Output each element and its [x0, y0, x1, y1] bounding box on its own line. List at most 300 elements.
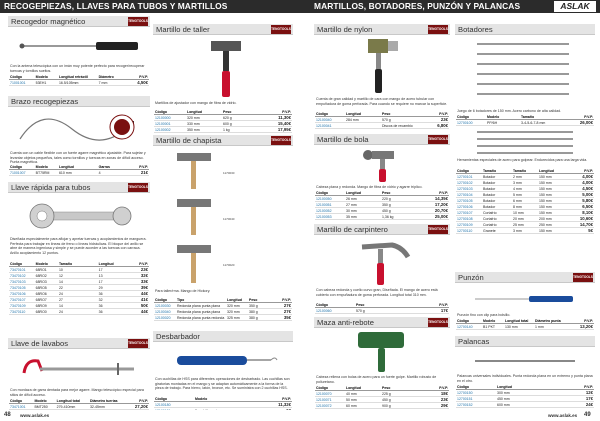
table-cell: 150 mm: [538, 210, 566, 216]
table-cell: 150 mm: [538, 174, 566, 180]
section-title: Desbarbador: [156, 332, 200, 341]
table-cell: Redonda plana punta redonda: [177, 315, 225, 320]
price-table: [9, 399, 149, 410]
column-header: Código: [154, 110, 186, 115]
product-code: 71001007: [9, 170, 35, 176]
column-header: P.V.P.: [566, 169, 594, 174]
price-cell: 50€: [123, 303, 149, 309]
product-code: 12700100: [456, 120, 486, 126]
column-header: P.V.P.: [419, 112, 449, 117]
image-caption: 1170030: [223, 171, 235, 175]
table-cell: 68RO3: [35, 279, 58, 285]
section-description: Herramientas especiales de acero para golpear. Endurecidos para una larga vida.: [457, 158, 588, 162]
column-header: Modelo: [33, 399, 55, 404]
column-header: Código: [315, 386, 345, 391]
table-cell: 225 g: [381, 391, 419, 397]
product-code: 12100071: [315, 397, 345, 403]
price-cell: 27€: [270, 303, 292, 309]
section-header: [455, 272, 595, 283]
product-code: 12100180: [154, 402, 194, 408]
section-llave-rapida: [8, 182, 150, 330]
table-cell: 1 kg: [222, 127, 256, 133]
table-cell: 350 mm: [186, 127, 222, 133]
column-header: Código: [315, 112, 345, 117]
right-page-title: MARTILLOS, BOTADORES, PUNZÓN Y PALANCAS: [314, 1, 521, 11]
price-cell: 23€: [419, 397, 449, 403]
column-header: P.V.P.: [419, 386, 449, 391]
section-brazo: [8, 96, 150, 176]
column-header: Longitud total: [56, 399, 89, 404]
table-cell: 300 mm: [496, 390, 548, 396]
price-cell: 14,70€: [566, 222, 594, 228]
table-cell: 5 mm: [512, 192, 538, 198]
product-code: 12700101: [456, 174, 482, 180]
column-header: Diámetro punta: [534, 319, 566, 324]
section-header: [153, 135, 293, 146]
table-cell: 150 mm: [538, 180, 566, 186]
column-header: Modelo: [194, 397, 254, 402]
table-row: [315, 123, 449, 129]
table-cell: 450 mm: [496, 396, 548, 402]
price-table: [9, 262, 149, 315]
product-code: 73470101: [9, 267, 35, 273]
brand-logo: [554, 1, 596, 12]
table-cell: BMT250: [33, 404, 55, 410]
magnetic-pickup-image: [16, 30, 142, 62]
brand-badge: TENGTOOLS: [128, 183, 148, 192]
section-title: Punzón: [458, 273, 484, 282]
section-header: [8, 338, 150, 349]
table-cell: 200 mm: [538, 216, 566, 222]
table-cell: Botador: [482, 174, 512, 180]
flare-nut-wrench-image: [18, 196, 140, 234]
section-title: Recogedor magnético: [11, 17, 86, 26]
section-description: Juego de 6 botadores de 150 mm. Acero carbono de alta calidad.: [457, 109, 562, 113]
price-table: [154, 110, 292, 133]
section-maza-anti-rebote: [314, 317, 450, 411]
table-row: [9, 170, 149, 176]
brand-badge: TENGTOOLS: [128, 339, 148, 348]
table-cell: 68RO2: [35, 273, 58, 279]
product-code: 12100070: [315, 391, 345, 397]
brand-badge: TENGTOOLS: [271, 25, 291, 34]
table-cell: 68RO5: [35, 285, 58, 291]
price-table: [456, 319, 594, 330]
table-cell: Granete: [482, 228, 512, 234]
table-row: [9, 404, 149, 410]
column-header: Código: [9, 399, 33, 404]
table-cell: 20 mm: [512, 216, 538, 222]
price-table: [315, 303, 449, 314]
column-header: P.V.P.: [405, 303, 449, 308]
table-cell: 130 mm: [504, 324, 534, 330]
column-header: Modelo: [35, 165, 58, 170]
section-header: [314, 134, 450, 145]
table-cell: 450 g: [381, 397, 419, 403]
price-cell: 14,35€: [419, 196, 449, 202]
section-description: Cabeza plana y redonda. Mango de fibra de vidrio y agarre tríplico.: [316, 185, 423, 189]
footer-url-left[interactable]: www.aslak.es: [20, 413, 50, 418]
table-cell: Cortafrío: [482, 210, 512, 216]
table-cell: 250 mm: [538, 222, 566, 228]
table-cell: 68RO0: [35, 309, 58, 315]
table-cell: 7 mm: [98, 80, 124, 86]
table-cell: 27: [58, 297, 98, 303]
table-row: [9, 80, 149, 86]
column-header: Tamaño: [520, 115, 564, 120]
table-cell: 68RO6: [35, 291, 58, 297]
table-cell: 68RO9: [35, 303, 58, 309]
table-cell: Cortafrío: [482, 216, 512, 222]
price-cell: 33€: [123, 279, 149, 285]
column-header: Código: [9, 165, 35, 170]
section-description: Con cuchillas de HSS para diferentes operaciones de desbarbado. Las cuchillas son giratorias montadas en el mango y se adaptan automáticamente a la forma de la pieza de trabajo. Para hierro, latón, bronce, etc. Se suministra con 2 cuchillas HSS.: [155, 377, 290, 391]
column-header: Longitud total: [504, 319, 534, 324]
table-cell: 60 mm: [345, 403, 381, 409]
section-title: Martillo de chapista: [156, 136, 222, 145]
pry-bar-image: [469, 349, 581, 373]
column-header: Longitud: [538, 169, 566, 174]
column-header: Tipo: [176, 298, 226, 303]
table-cell: 16.5/105mm: [58, 80, 98, 86]
image-caption: 1170040: [223, 217, 235, 221]
price-cell: 27€: [270, 309, 292, 315]
column-1: [8, 16, 150, 411]
table-cell: 380 g: [248, 309, 270, 315]
workshop-hammer-image: [163, 37, 283, 99]
section-description: Para taller/rma. Mango de Hickory.: [155, 289, 211, 293]
price-cell: 17,20€: [419, 202, 449, 208]
price-cell: 44€: [123, 309, 149, 315]
section-punzon: [455, 272, 595, 332]
section-desbarbador: [153, 331, 293, 411]
section-description: Palancas universales individuales. Punta redonda plana en un extremo y punta plana en el otro.: [457, 374, 593, 383]
product-code: 12700105: [456, 198, 482, 204]
price-cell: 41€: [123, 297, 149, 303]
column-header: Longitud: [345, 112, 381, 117]
column-header: Modelo: [482, 319, 504, 324]
scriber-image: [469, 285, 581, 313]
table-cell: 25 mm: [512, 222, 538, 228]
product-code: 12700107: [456, 210, 482, 216]
section-header: [8, 182, 150, 193]
price-table: [456, 115, 594, 126]
product-code: 12100051: [315, 202, 345, 208]
section-llave-lavabos: [8, 338, 150, 411]
table-cell: 36: [98, 303, 124, 309]
column-header: Longitud: [58, 165, 98, 170]
price-cell: 4,00€: [566, 174, 594, 180]
column-header: Código: [315, 191, 345, 196]
table-cell: 32: [98, 297, 124, 303]
table-cell: 450 g: [381, 208, 419, 214]
table-cell: 26 mm: [345, 196, 381, 202]
table-cell: 68RO1: [35, 267, 58, 273]
table-row: [456, 402, 594, 408]
product-code: 12100060: [315, 308, 355, 314]
product-code: 12100040: [315, 117, 345, 123]
column-header: Peso: [248, 298, 270, 303]
column-header: Peso: [381, 112, 419, 117]
column-header: Código: [456, 115, 486, 120]
footer: [0, 410, 600, 421]
table-cell: 325 mm: [226, 315, 248, 321]
column-header: P.V.P.: [419, 191, 449, 196]
column-header: Tamaño: [512, 169, 538, 174]
section-martillo-taller: [153, 24, 293, 132]
section-header: [455, 24, 595, 35]
product-code: 12700109: [456, 222, 482, 228]
brand-badge: TENGTOOLS: [428, 318, 448, 327]
section-title: Martillo de bola: [317, 135, 369, 144]
column-4: [455, 16, 595, 411]
price-cell: 17,95€: [256, 127, 292, 133]
column-header: Peso: [381, 386, 419, 391]
section-martillo-bola: [314, 134, 450, 218]
price-cell: 29€: [419, 403, 449, 409]
page-number-right: 49: [584, 412, 591, 418]
price-cell: 35€: [270, 315, 292, 321]
price-table: [315, 112, 449, 129]
column-header: P.V.P.: [123, 165, 149, 170]
table-cell: 14: [58, 303, 98, 309]
product-code: 12100001: [154, 121, 186, 127]
table-cell: 380 g: [248, 315, 270, 321]
column-header: Código: [456, 169, 482, 174]
section-header: [8, 16, 150, 27]
punch-set-image: [469, 38, 581, 108]
table-row: [456, 228, 594, 234]
column-header: P.V.P.: [270, 298, 292, 303]
column-header: P.V.P.: [123, 75, 149, 80]
table-cell: 600 g: [222, 121, 256, 127]
product-code: 12100002: [154, 127, 186, 133]
product-code: 12700106: [456, 204, 482, 210]
product-code: 73470106: [9, 291, 35, 297]
brand-badge: TENGTOOLS: [428, 225, 448, 234]
section-title: Brazo recogepiezas: [11, 97, 79, 106]
product-code: 73470110: [9, 309, 35, 315]
column-header: P.V.P.: [548, 385, 594, 390]
column-header: P.V.P.: [566, 319, 594, 324]
table-cell: B1 PKT: [482, 324, 504, 330]
section-title: Martillo de taller: [156, 25, 210, 34]
table-cell: 17: [98, 279, 124, 285]
section-header: [314, 317, 450, 328]
price-cell: 5,00€: [566, 192, 594, 198]
table-cell: Botador: [482, 198, 512, 204]
column-header: Longitud retráctil: [58, 75, 98, 80]
column-header: P.V.P.: [125, 399, 149, 404]
column-header: Longitud: [226, 298, 248, 303]
table-cell: 279-410mm: [56, 404, 89, 410]
table-cell: 17: [98, 267, 124, 273]
section-botadores: [455, 24, 595, 234]
table-row: [315, 214, 449, 220]
table-cell: Botador: [482, 186, 512, 192]
column-header: Código: [9, 75, 35, 80]
table-cell: 1 mm: [534, 324, 566, 330]
table-cell: 10 mm: [512, 210, 538, 216]
price-cell: 23€: [419, 117, 449, 123]
column-header: Peso: [355, 303, 405, 308]
price-cell: 4,50€: [566, 186, 594, 192]
page-number-left: 48: [4, 412, 11, 418]
product-code: 12700150: [456, 390, 496, 396]
column-header: Garras: [98, 165, 124, 170]
table-cell: 320 mm: [186, 115, 222, 121]
section-header: [153, 331, 293, 342]
section-description: Con mordaza de garra dentada para mejor agarre. Mango telescópico especial para sitios de difícil acceso.: [10, 388, 144, 397]
price-cell: 4,50€: [123, 80, 149, 86]
price-cell: 5,80€: [566, 198, 594, 204]
price-table: [315, 191, 449, 220]
table-cell: 570 g: [355, 308, 405, 314]
table-cell: 3 mm: [512, 228, 538, 234]
price-cell: 21€: [123, 170, 149, 176]
price-cell: 25,00€: [419, 214, 449, 220]
table-cell: 24: [58, 309, 98, 315]
section-title: Botadores: [458, 25, 493, 34]
column-header: P.V.P.: [564, 115, 594, 120]
table-cell: 4 mm: [512, 186, 538, 192]
table-cell: 68RO7: [35, 297, 58, 303]
product-code: 73470102: [9, 273, 35, 279]
table-cell: 2 mm: [512, 174, 538, 180]
footer-url-right[interactable]: www.aslak.es: [548, 413, 578, 418]
price-cell: 24€: [548, 402, 594, 408]
brand-badge: TENGTOOLS: [428, 25, 448, 34]
price-cell: 6,80€: [419, 123, 449, 129]
section-title: Maza anti-rebote: [317, 318, 374, 327]
section-header: [314, 24, 450, 35]
table-cell: 6 mm: [512, 198, 538, 204]
section-header: [8, 96, 150, 107]
table-cell: Botador: [482, 204, 512, 210]
section-martillo-nylon: [314, 24, 450, 129]
brand-badge: TENGTOOLS: [428, 135, 448, 144]
price-cell: 39€: [123, 285, 149, 291]
section-martillo-carpintero: [314, 224, 450, 312]
table-cell: [345, 123, 381, 129]
table-cell: Discos de recambio: [381, 123, 419, 129]
table-cell: 22: [58, 285, 98, 291]
column-header: Diámetro tuerías: [89, 399, 125, 404]
price-table: [9, 75, 149, 86]
table-cell: 620 g: [222, 115, 256, 121]
table-cell: 36: [98, 309, 124, 315]
product-code: 12100052: [315, 208, 345, 214]
column-header: P.V.P.: [123, 262, 149, 267]
table-cell: 4: [98, 170, 124, 176]
table-cell: 10: [58, 267, 98, 273]
product-code: 12700140: [456, 324, 482, 330]
price-cell: 17€: [548, 396, 594, 402]
table-cell: 150 mm: [538, 192, 566, 198]
product-code: 12700151: [456, 396, 496, 402]
price-cell: 11,32€: [254, 402, 292, 408]
table-cell: 220 g: [381, 196, 419, 202]
product-code: 12100050: [315, 196, 345, 202]
price-cell: 15,40€: [256, 121, 292, 127]
product-code: 12100000: [154, 115, 186, 121]
table-cell: 150 mm: [538, 204, 566, 210]
section-martillo-chapista: [153, 135, 293, 325]
section-description: Cabeza rellena con bolas de acero para un fuerte golpe. Martillo robusto de poliuretano.: [316, 375, 437, 384]
column-2: [153, 16, 293, 411]
price-cell: 12€: [548, 390, 594, 396]
section-description: Con la antena telescópica con un imán muy potente perfecto para recoger/recuperar tuercas y tornillos sueltos.: [10, 64, 145, 73]
product-code: 12700108: [456, 216, 482, 222]
column-3: [314, 16, 450, 411]
brand-badge: TENGTOOLS: [271, 136, 291, 145]
section-description: Punzón fino con clip para bolsillo.: [457, 313, 511, 317]
table-cell: Botador: [482, 180, 512, 186]
table-cell: 320 mm: [226, 309, 248, 315]
price-cell: 11,30€: [256, 115, 292, 121]
column-header: Peso: [381, 191, 419, 196]
table-cell: 330 mm: [186, 121, 222, 127]
product-code: 12100053: [315, 214, 345, 220]
table-cell: 150 mm: [538, 186, 566, 192]
price-cell: 13,20€: [566, 324, 594, 330]
price-cell: 17€: [405, 308, 449, 314]
price-cell: 18€: [419, 391, 449, 397]
nylon-hammer-image: [322, 37, 442, 95]
table-cell: 570 g: [381, 117, 419, 123]
table-cell: 3-4-5-6-7-8 mm: [520, 120, 564, 126]
table-row: [456, 324, 594, 330]
column-header: Código: [456, 319, 482, 324]
product-code: 12700110: [456, 228, 482, 234]
basin-wrench-image: [18, 351, 140, 387]
table-cell: 350 g: [381, 202, 419, 208]
table-row: [9, 309, 149, 315]
column-header: P.V.P.: [256, 110, 292, 115]
flexible-pickup-image: [12, 109, 148, 149]
column-header: Código: [154, 298, 176, 303]
product-code: 12700103: [456, 186, 482, 192]
table-cell: 320 mm: [226, 303, 248, 309]
dead-blow-mallet-image: [322, 330, 442, 374]
product-code: 12100072: [315, 403, 345, 409]
table-cell: 610 mm: [58, 170, 98, 176]
brand-logo-text: ASLAK: [560, 1, 590, 11]
table-cell: Cortafrío: [482, 222, 512, 228]
section-title: Palancas: [458, 337, 490, 346]
price-cell: 26,00€: [564, 120, 594, 126]
product-code: 12700152: [456, 402, 496, 408]
table-cell: 14: [58, 279, 98, 285]
column-header: Longitud: [186, 110, 222, 115]
table-cell: 150 mm: [538, 228, 566, 234]
price-cell: 23€: [123, 267, 149, 273]
table-cell: 13: [98, 273, 124, 279]
deburring-tool-image: [167, 344, 279, 376]
table-cell: 50 mm: [345, 397, 381, 403]
product-code: 12700104: [456, 192, 482, 198]
column-header: Código: [315, 303, 355, 308]
top-bar: [0, 0, 600, 13]
column-header: Código: [154, 397, 194, 402]
table-cell: 12: [58, 273, 98, 279]
product-code: 73471001: [9, 404, 33, 410]
claw-hammer-image: [322, 237, 442, 287]
price-cell: 8,10€: [566, 210, 594, 216]
column-header: Tamaño: [482, 169, 512, 174]
section-title: Martillo de carpintero: [317, 225, 388, 234]
table-cell: 3 mm: [512, 180, 538, 186]
